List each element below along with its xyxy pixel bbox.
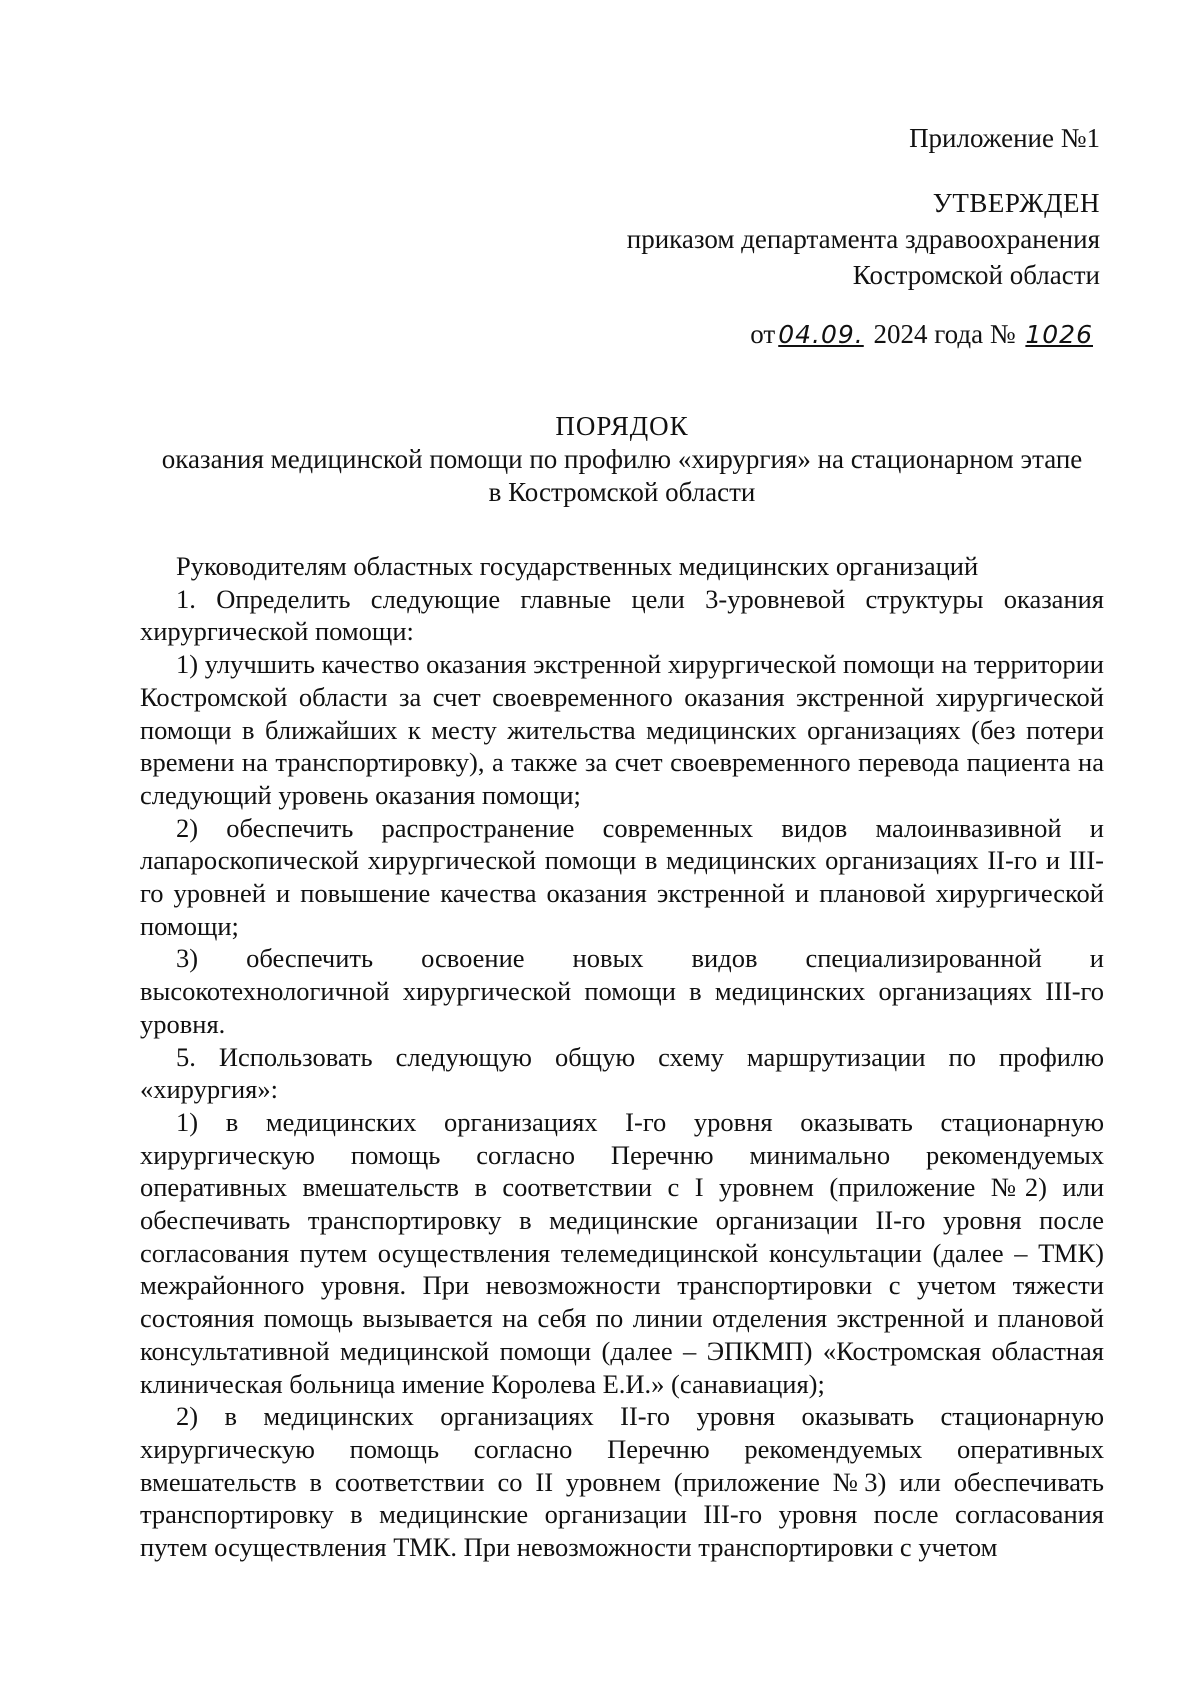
handwritten-order-number: 1026 [1025, 320, 1093, 349]
document-title-block [140, 410, 1104, 509]
appendix-text: Приложение №1 [909, 123, 1100, 153]
approved-by-line2: Костромской области [852, 260, 1100, 290]
appendix-label [909, 120, 1100, 156]
document-body [140, 550, 1104, 1564]
document-subtitle-line1: оказания медицинской помощи по профилю «хирургия» на стационарном этапе [161, 444, 1083, 474]
document-title: ПОРЯДОК [555, 411, 689, 441]
document-subtitle-line2: в Костромской области [488, 477, 756, 507]
date-year: 2024 года № [866, 319, 1023, 349]
paragraph-addressee: Руководителям областных государственных медицинских организаций [176, 551, 979, 581]
paragraph-subitem-5-1: 1) в медицинских организациях I-го уровня оказывать стационарную хирургическую помощь согласно Перечню минимально рекомендуемых оперативных вмешательств в соответствии с I уровнем (приложение №2) или обеспечивать транспортировку в медицинские организации II-го уровня после согласования путем осуществления телемедицинской консультации (далее – ТМК) межрайонного уровня. При невозможности транспортировки с учетом тяжести состояния помощь вызывается на себя по линии отделения экстренной и плановой консультативной медицинской помощи (далее – ЭПКМП) «Костромская областная клиническая больница имение Королева Е.И.» (санавиация); [140, 1106, 1104, 1399]
date-prefix: от [750, 319, 776, 349]
paragraph-subitem-1-1: 1) улучшить качество оказания экстренной хирургической помощи на территории Костромской области за счет своевременного оказания экстренной хирургической помощи в ближайших к месту жительства медицинских организациях (без потери времени на транспортировку), а также за счет своевременного перевода пациента на следующий уровень оказания помощи; [140, 649, 1104, 810]
approved-title: УТВЕРЖДЕН [932, 188, 1100, 218]
paragraph-subitem-1-2: 2) обеспечить распространение современных видов малоинвазивной и лапароскопической хирургической помощи в медицинских организациях II-го и III-го уровней и повышение качества оказания экстренной и плановой хирургической помощи; [140, 812, 1104, 941]
paragraph-subitem-1-3: 3) обеспечить освоение новых видов специализированной и высокотехнологичной хирургической помощи в медицинских организациях III-го уровня. [140, 943, 1104, 1039]
order-date-line [750, 316, 1096, 353]
approval-stamp-block [627, 185, 1100, 293]
paragraph-item-1: 1. Определить следующие главные цели 3-уровневой структуры оказания хирургической помощи: [140, 583, 1104, 647]
paragraph-item-5: 5. Использовать следующую общую схему маршрутизации по профилю «хирургия»: [140, 1041, 1104, 1105]
handwritten-date: 04.09. [778, 320, 864, 349]
approved-by-line1: приказом департамента здравоохранения [626, 224, 1100, 254]
paragraph-subitem-5-2: 2) в медицинских организациях II-го уровня оказывать стационарную хирургическую помощь согласно Перечню рекомендуемых оперативных вмешательств в соответствии со II уровнем (приложение №3) или обеспечивать транспортировку в медицинские организации III-го уровня после согласования путем осуществления ТМК. При невозможности транспортировки с учетом [140, 1401, 1104, 1563]
